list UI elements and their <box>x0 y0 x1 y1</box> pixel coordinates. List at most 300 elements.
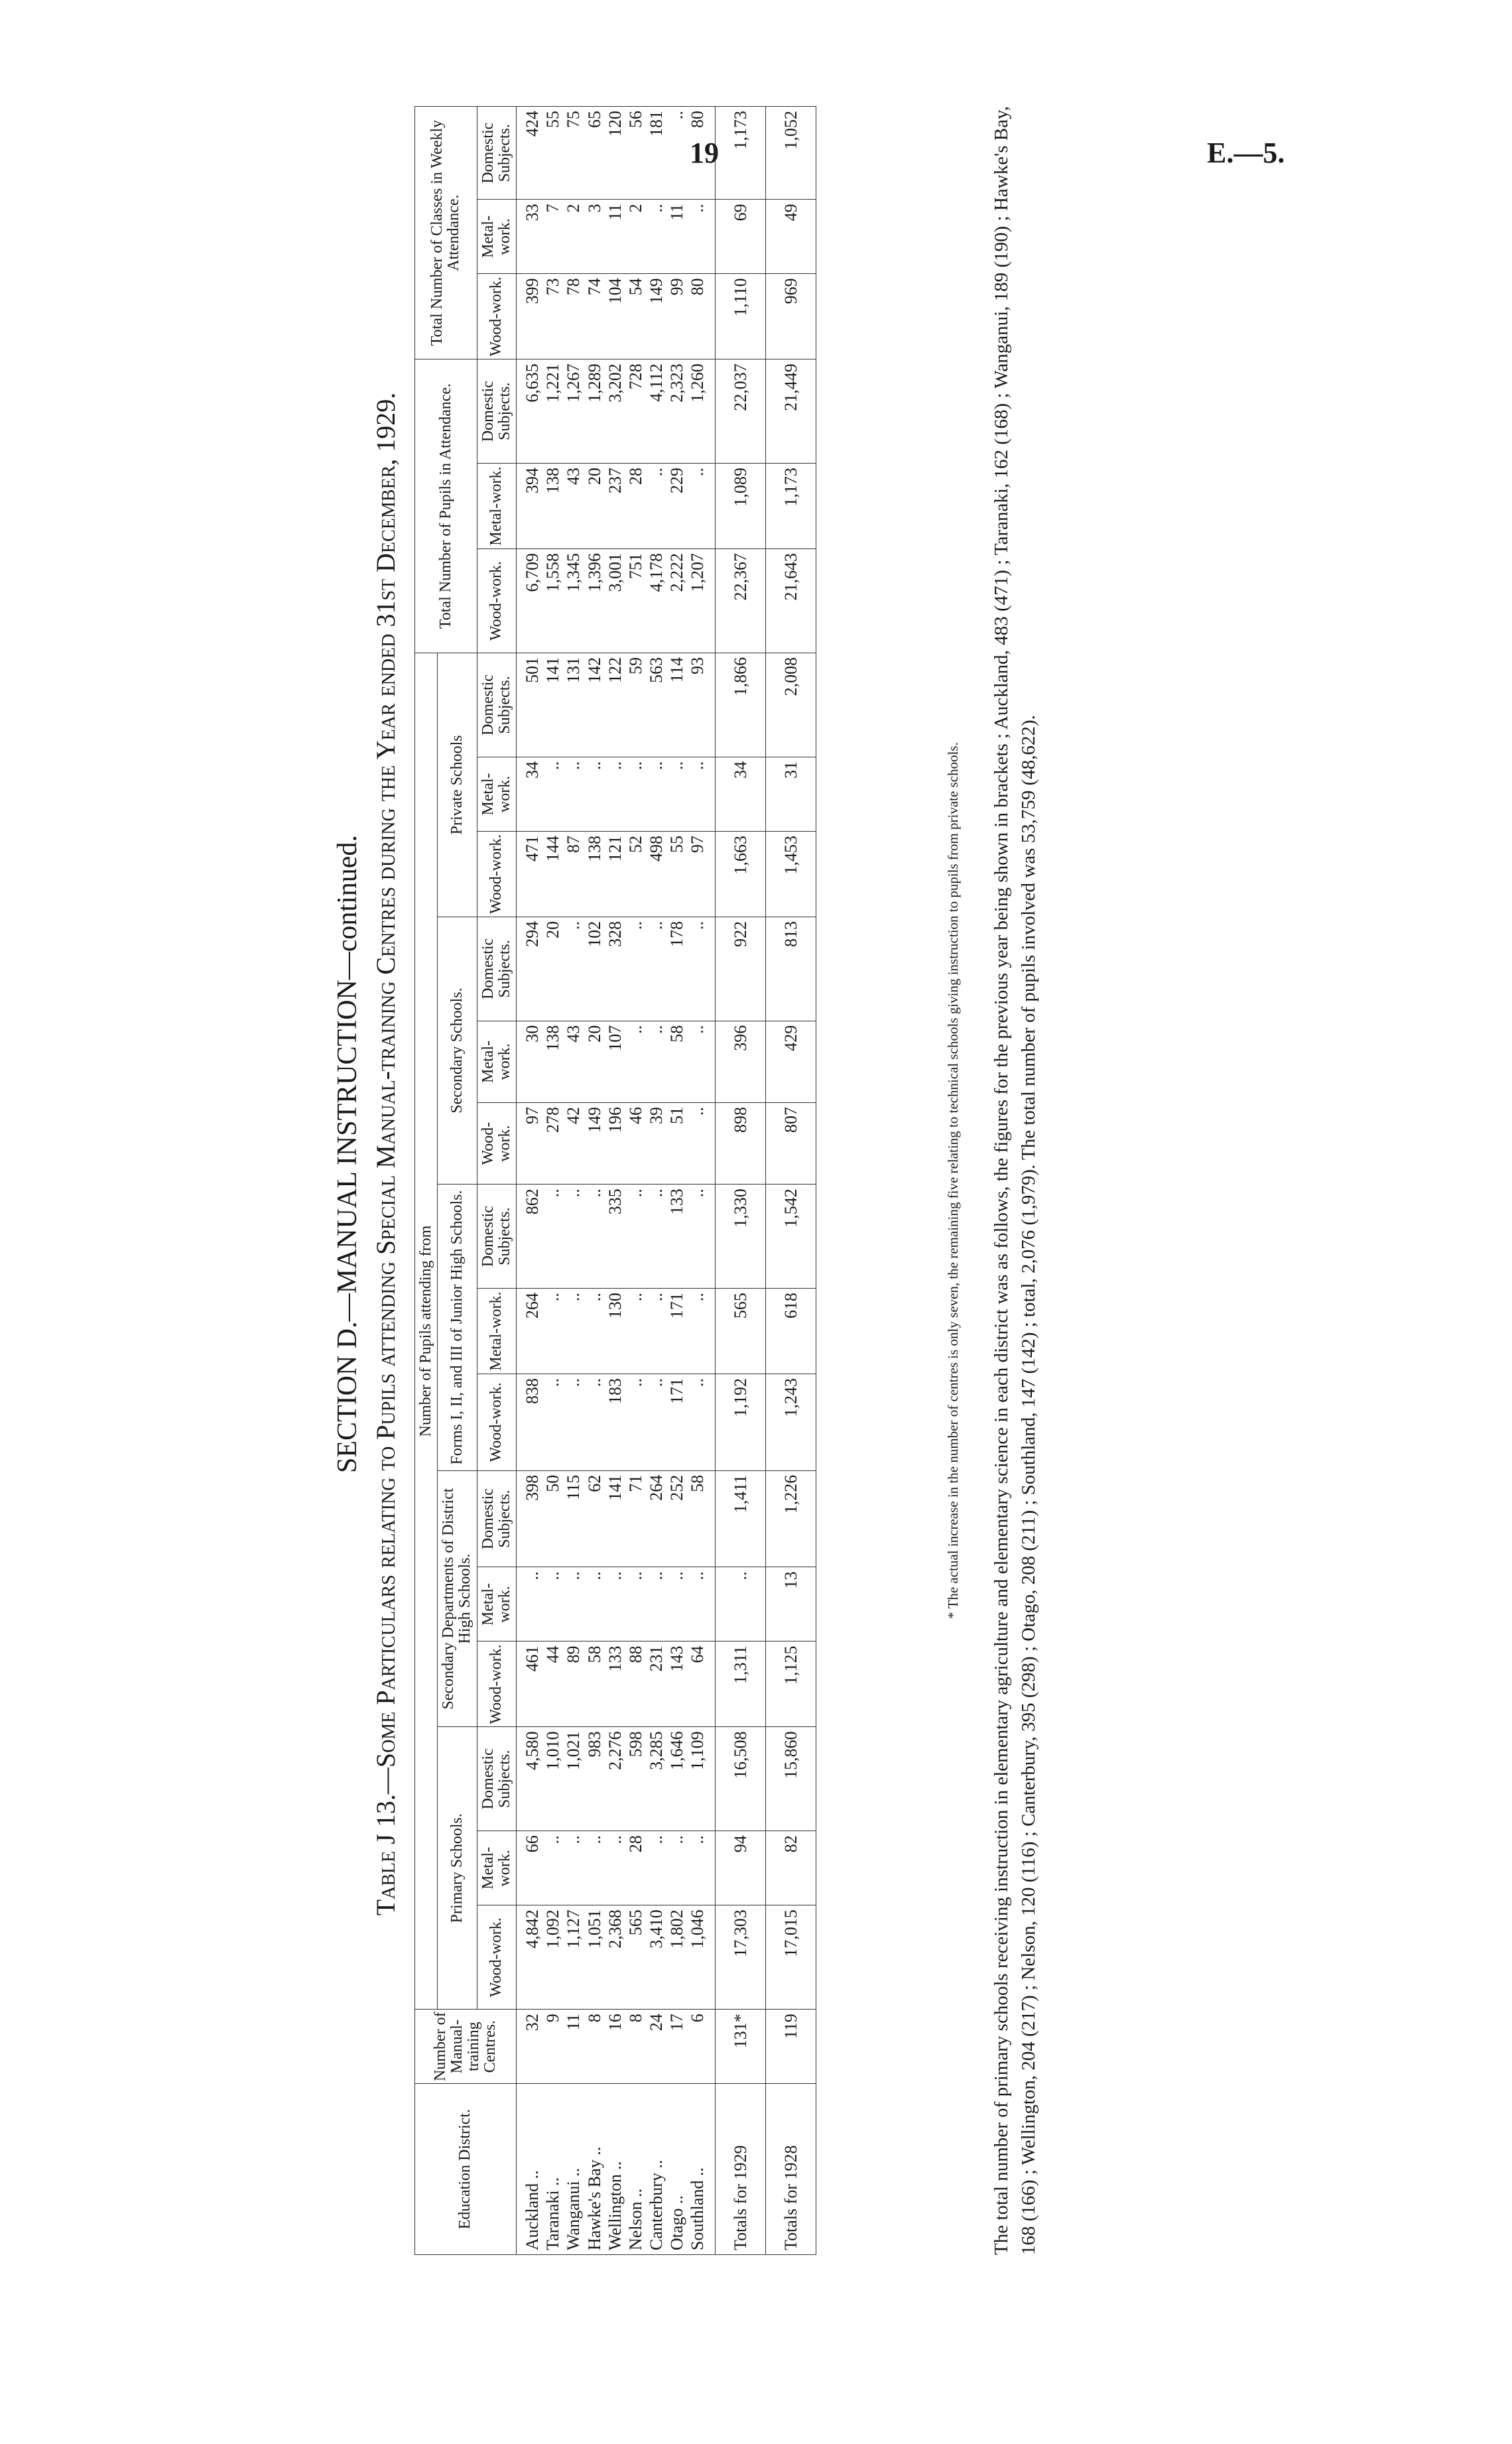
table-cell: 1,330 <box>715 1185 765 1289</box>
totals-row <box>715 107 765 2255</box>
subheader-domestic: Domestic Subjects. <box>477 653 516 757</box>
subheader-metal: Metal-work. <box>477 1289 516 1374</box>
table-cell: 424 <box>516 107 542 200</box>
table-cell: 46 <box>625 1103 646 1185</box>
table-cell: 130 <box>605 1289 625 1374</box>
table-cell: 97 <box>687 831 715 917</box>
table-cell: .. <box>646 917 666 1021</box>
table-cell: .. <box>542 1831 563 1905</box>
table-cell: 171 <box>666 1289 687 1374</box>
header-attending: Number of Pupils attending from <box>415 653 438 2009</box>
table-cell: 1,089 <box>715 464 765 549</box>
table-cell: 133 <box>605 1641 625 1727</box>
table-cell: 229 <box>666 464 687 549</box>
table-cell: .. <box>646 757 666 831</box>
table-cell: 618 <box>765 1289 816 1374</box>
table-cell: 17 <box>666 2010 687 2084</box>
subheader-metal: Metal-work. <box>477 200 516 274</box>
table-cell: 922 <box>715 917 765 1021</box>
district-name: Totals for 1929 <box>715 2084 765 2255</box>
table-row <box>666 107 687 2255</box>
table-cell: 88 <box>625 1641 646 1727</box>
table-cell: 1,052 <box>765 107 816 200</box>
table-cell: 969 <box>765 274 816 359</box>
header-total-pupils: Total Number of Pupils in Attendance. <box>415 359 477 653</box>
table-cell: 114 <box>666 653 687 757</box>
subheader-wood: Wood-work. <box>477 1905 516 2010</box>
table-cell: 89 <box>563 1641 584 1727</box>
subheader-wood: Wood-work. <box>477 274 516 359</box>
table-cell: 2,276 <box>605 1727 625 1831</box>
table-cell: 22,367 <box>715 549 765 653</box>
table-cell: .. <box>584 1374 605 1471</box>
table-cell: 131 <box>563 653 584 757</box>
subheader-metal: Metal-work. <box>477 1567 516 1641</box>
table-cell: 55 <box>542 107 563 200</box>
table-cell: 32 <box>516 2010 542 2084</box>
table-cell: 30 <box>516 1021 542 1102</box>
table-cell: .. <box>625 917 646 1021</box>
table-cell: 8 <box>625 2010 646 2084</box>
subheader-wood: Wood-work. <box>477 549 516 653</box>
table-cell: 838 <box>516 1374 542 1471</box>
table-cell: 20 <box>584 464 605 549</box>
district-name: Otago .. <box>666 2084 687 2255</box>
table-cell: 264 <box>516 1289 542 1374</box>
table-cell: 252 <box>666 1470 687 1567</box>
table-cell: 1,110 <box>715 274 765 359</box>
table-cell: 138 <box>584 831 605 917</box>
table-cell: 34 <box>516 757 542 831</box>
table-cell: .. <box>584 1185 605 1289</box>
table-cell: 16,508 <box>715 1727 765 1831</box>
district-name: Wanganui .. <box>563 2084 584 2255</box>
table-cell: 1,021 <box>563 1727 584 1831</box>
table-cell: .. <box>646 1185 666 1289</box>
table-cell: 115 <box>563 1470 584 1567</box>
table-cell: 396 <box>715 1021 765 1102</box>
district-name: Taranaki .. <box>542 2084 563 2255</box>
district-name: Southland .. <box>687 2084 715 2255</box>
table-cell: .. <box>563 1831 584 1905</box>
table-cell: .. <box>516 1567 542 1641</box>
subheader-metal: Metal-work. <box>477 1021 516 1102</box>
table-cell: 6,709 <box>516 549 542 653</box>
table-cell: .. <box>666 757 687 831</box>
table-cell: 141 <box>605 1470 625 1567</box>
table-cell: 264 <box>646 1470 666 1567</box>
table-cell: 751 <box>625 549 646 653</box>
table-cell: 1,173 <box>765 464 816 549</box>
table-cell: 278 <box>542 1103 563 1185</box>
table-cell: 13 <box>765 1567 816 1641</box>
table-cell: 1,125 <box>765 1641 816 1727</box>
table-cell: 75 <box>563 107 584 200</box>
table-cell: .. <box>687 1567 715 1641</box>
table-cell: .. <box>646 1374 666 1471</box>
district-name: Auckland .. <box>516 2084 542 2255</box>
subheader-domestic: Domestic Subjects. <box>477 1727 516 1831</box>
table-cell: 58 <box>666 1021 687 1102</box>
subheader-wood: Wood-work. <box>477 1374 516 1471</box>
table-cell: 181 <box>646 107 666 200</box>
table-cell: .. <box>605 757 625 831</box>
table-cell: 1,267 <box>563 359 584 464</box>
table-cell: 52 <box>625 831 646 917</box>
table-cell: 728 <box>625 359 646 464</box>
table-cell: 1,260 <box>687 359 715 464</box>
table-cell: 80 <box>687 107 715 200</box>
table-row <box>625 107 646 2255</box>
table-cell: 51 <box>666 1103 687 1185</box>
table-title: Table J 13.—Some Particulars relating to Pupils attending Special Manual-training Centres during the Year ended 31st December, 1929. <box>371 392 401 1916</box>
table-cell: 1,802 <box>666 1905 687 2010</box>
table-cell: .. <box>584 1567 605 1641</box>
table-cell: 34 <box>715 757 765 831</box>
document-reference: E.—5. <box>1207 137 1285 169</box>
table-cell: 171 <box>666 1374 687 1471</box>
table-cell: .. <box>563 757 584 831</box>
table-cell: 94 <box>715 1831 765 1905</box>
table-cell: .. <box>646 1831 666 1905</box>
table-cell: 2,222 <box>666 549 687 653</box>
header-secondary: Secondary Schools. <box>438 917 477 1184</box>
table-cell: .. <box>625 1567 646 1641</box>
table-cell: .. <box>687 1831 715 1905</box>
table-cell: 142 <box>584 653 605 757</box>
table-cell: 394 <box>516 464 542 549</box>
table-cell: .. <box>605 1567 625 1641</box>
table-cell: 563 <box>646 653 666 757</box>
table-cell: 66 <box>516 1831 542 1905</box>
table-cell: 501 <box>516 653 542 757</box>
table-cell: 2 <box>563 200 584 274</box>
table-cell: 56 <box>625 107 646 200</box>
table-cell: .. <box>625 1185 646 1289</box>
table-cell: .. <box>687 200 715 274</box>
subheader-metal: Metal-work. <box>477 757 516 831</box>
table-cell: 62 <box>584 1470 605 1567</box>
table-cell: .. <box>542 1289 563 1374</box>
table-cell: .. <box>563 1289 584 1374</box>
table-cell: 1,192 <box>715 1374 765 1471</box>
table-cell: 1,046 <box>687 1905 715 2010</box>
table-cell: .. <box>605 1831 625 1905</box>
table-cell: 21,449 <box>765 359 816 464</box>
table-cell: 498 <box>646 831 666 917</box>
section-title: SECTION D.—MANUAL INSTRUCTION—continued. <box>332 834 363 1474</box>
table-row <box>584 107 605 2255</box>
table-cell: 17,015 <box>765 1905 816 2010</box>
table-cell: 69 <box>715 200 765 274</box>
table-cell: 1,646 <box>666 1727 687 1831</box>
table-cell: 55 <box>666 831 687 917</box>
table-cell: .. <box>646 1567 666 1641</box>
totals-row <box>765 107 816 2255</box>
subheader-metal: Metal-work. <box>477 1831 516 1905</box>
district-name: Canterbury .. <box>646 2084 666 2255</box>
table-cell: 20 <box>542 917 563 1021</box>
table-cell: .. <box>646 464 666 549</box>
table-cell: 39 <box>646 1103 666 1185</box>
table-cell: .. <box>584 757 605 831</box>
table-cell: 80 <box>687 274 715 359</box>
table-cell: 73 <box>542 274 563 359</box>
table-cell: 3,410 <box>646 1905 666 2010</box>
table-cell: .. <box>687 1289 715 1374</box>
table-cell: 2,323 <box>666 359 687 464</box>
table-cell: 3,285 <box>646 1727 666 1831</box>
table-cell: 1,221 <box>542 359 563 464</box>
table-cell: 6,635 <box>516 359 542 464</box>
table-cell: 16 <box>605 2010 625 2084</box>
table-cell: .. <box>625 1021 646 1102</box>
subheader-domestic: Domestic Subjects. <box>477 107 516 200</box>
table-cell: .. <box>687 757 715 831</box>
table-cell: 49 <box>765 200 816 274</box>
manual-training-table <box>414 106 816 2255</box>
footnote: * The actual increase in the number of centres is only seven, the remaining five relating to technical schools giving instruction to pupils from private schools. <box>945 742 961 1619</box>
table-cell: 131* <box>715 2010 765 2084</box>
header-private: Private Schools <box>438 653 477 917</box>
subheader-domestic: Domestic Subjects. <box>477 359 516 464</box>
subheader-metal: Metal-work. <box>477 464 516 549</box>
table-cell: .. <box>542 757 563 831</box>
table-cell: .. <box>646 200 666 274</box>
table-cell: .. <box>625 1374 646 1471</box>
table-cell: 8 <box>584 2010 605 2084</box>
table-cell: 102 <box>584 917 605 1021</box>
table-row <box>646 107 666 2255</box>
table-cell: 813 <box>765 917 816 1021</box>
table-cell: .. <box>687 1374 715 1471</box>
table-cell: 54 <box>625 274 646 359</box>
table-cell: .. <box>563 1185 584 1289</box>
table-cell: 1,173 <box>715 107 765 200</box>
district-name: Nelson .. <box>625 2084 646 2255</box>
table-cell: 138 <box>542 1021 563 1102</box>
table-cell: .. <box>687 1021 715 1102</box>
table-row <box>687 107 715 2255</box>
subheader-domestic: Domestic Subjects. <box>477 1470 516 1567</box>
subheader-domestic: Domestic Subjects. <box>477 1185 516 1289</box>
table-cell: 21,643 <box>765 549 816 653</box>
table-cell: .. <box>584 1289 605 1374</box>
table-cell: 231 <box>646 1641 666 1727</box>
table-cell: 3,001 <box>605 549 625 653</box>
table-cell: 1,542 <box>765 1185 816 1289</box>
table-cell: 141 <box>542 653 563 757</box>
table-cell: 807 <box>765 1103 816 1185</box>
table-cell: 59 <box>625 653 646 757</box>
table-cell: 97 <box>516 1103 542 1185</box>
table-cell: 1,109 <box>687 1727 715 1831</box>
table-cell: 149 <box>646 274 666 359</box>
header-total-classes: Total Number of Classes in Weekly Attendance. <box>415 107 477 359</box>
table-cell: 1,558 <box>542 549 563 653</box>
table-row <box>563 107 584 2255</box>
table-cell: 122 <box>605 653 625 757</box>
table-cell: 1,226 <box>765 1470 816 1567</box>
table-cell: 294 <box>516 917 542 1021</box>
table-cell: 1,345 <box>563 549 584 653</box>
table-cell: 58 <box>687 1470 715 1567</box>
district-name: Hawke's Bay .. <box>584 2084 605 2255</box>
subheader-wood: Wood-work. <box>477 1103 516 1185</box>
table-cell: 565 <box>625 1905 646 2010</box>
table-cell: 11 <box>605 200 625 274</box>
table-cell: 461 <box>516 1641 542 1727</box>
header-secondary-dept: Secondary Departments of District High Schools. <box>438 1470 477 1727</box>
table-cell: 1,207 <box>687 549 715 653</box>
table-cell: 1,289 <box>584 359 605 464</box>
table-cell: .. <box>666 1567 687 1641</box>
table-cell: 71 <box>625 1470 646 1567</box>
table-cell: 1,866 <box>715 653 765 757</box>
table-cell: 28 <box>625 464 646 549</box>
table-cell: 144 <box>542 831 563 917</box>
table-cell: 1,311 <box>715 1641 765 1727</box>
table-cell: 2,008 <box>765 653 816 757</box>
table-cell: 983 <box>584 1727 605 1831</box>
table-cell: .. <box>542 1567 563 1641</box>
table-cell: 1,010 <box>542 1727 563 1831</box>
table-cell: .. <box>563 1567 584 1641</box>
table-cell: 143 <box>666 1641 687 1727</box>
table-cell: 74 <box>584 274 605 359</box>
table-cell: 7 <box>542 200 563 274</box>
subheader-wood: Wood-work. <box>477 1641 516 1727</box>
table-cell: .. <box>687 1185 715 1289</box>
table-cell: 335 <box>605 1185 625 1289</box>
table-cell: 43 <box>563 1021 584 1102</box>
table-cell: 87 <box>563 831 584 917</box>
table-cell: .. <box>563 917 584 1021</box>
table-cell: 429 <box>765 1021 816 1102</box>
table-cell: .. <box>715 1567 765 1641</box>
table-cell: 898 <box>715 1103 765 1185</box>
table-cell: 1,411 <box>715 1470 765 1567</box>
header-primary: Primary Schools. <box>438 1727 477 2010</box>
table-cell: 15,860 <box>765 1727 816 1831</box>
table-row <box>516 107 542 2255</box>
table-cell: 120 <box>605 107 625 200</box>
district-name: Wellington .. <box>605 2084 625 2255</box>
header-district: Education District. <box>415 2084 517 2255</box>
table-cell: .. <box>625 757 646 831</box>
table-cell: .. <box>646 1021 666 1102</box>
table-cell: 121 <box>605 831 625 917</box>
table-cell: 64 <box>687 1641 715 1727</box>
table-cell: 328 <box>605 917 625 1021</box>
table-cell: 178 <box>666 917 687 1021</box>
header-forms: Forms I, II, and III of Junior High Schools. <box>438 1185 477 1470</box>
table-cell: 119 <box>765 2010 816 2084</box>
table-cell: 138 <box>542 464 563 549</box>
table-cell: 2 <box>625 200 646 274</box>
rotated-content <box>332 27 1512 2282</box>
table-cell: 24 <box>646 2010 666 2084</box>
table-cell: 6 <box>687 2010 715 2084</box>
table-cell: 65 <box>584 107 605 200</box>
table-cell: 33 <box>516 200 542 274</box>
table-cell: 1,396 <box>584 549 605 653</box>
table-cell: 78 <box>563 274 584 359</box>
table-cell: 133 <box>666 1185 687 1289</box>
table-cell: 4,178 <box>646 549 666 653</box>
table-cell: 1,453 <box>765 831 816 917</box>
header-centres: Number of Manual-training Centres. <box>415 2010 517 2084</box>
table-cell: 107 <box>605 1021 625 1102</box>
table-cell: .. <box>646 1289 666 1374</box>
agriculture-paragraph: The total number of primary schools receiving instruction in elementary agriculture and elementary science in each district was as follows, the figures for the previous year being shown in brackets ; Auckland, 483 (471) ; Taranaki, 162 (168) ; Wanganui, 189 (190) ; Hawke's Bay, 168 (166) ; Wellington, 204 (217) ; Nelson, 120 (116) ; Canterbury, 395 (298) ; Otago, 208 (211) ; Southland, 147 (142) ; total, 2,076 (1,979). The total number of pupils involved was 53,759 (48,622). <box>991 106 1039 2255</box>
table-cell: 93 <box>687 653 715 757</box>
table-row <box>542 107 563 2255</box>
table-cell: 11 <box>563 2010 584 2084</box>
table-cell: 183 <box>605 1374 625 1471</box>
table-cell: .. <box>666 1831 687 1905</box>
table-cell: 50 <box>542 1470 563 1567</box>
table-cell: .. <box>542 1374 563 1471</box>
table-cell: 1,051 <box>584 1905 605 2010</box>
table-cell: 1,243 <box>765 1374 816 1471</box>
subheader-wood: Wood-work. <box>477 831 516 917</box>
table-cell: 471 <box>516 831 542 917</box>
table-cell: 20 <box>584 1021 605 1102</box>
table-cell: .. <box>584 1831 605 1905</box>
table-cell: 862 <box>516 1185 542 1289</box>
table-cell: 58 <box>584 1641 605 1727</box>
table-cell: .. <box>625 1289 646 1374</box>
table-cell: 565 <box>715 1289 765 1374</box>
table-cell: 399 <box>516 274 542 359</box>
table-cell: 4,112 <box>646 359 666 464</box>
table-cell: 237 <box>605 464 625 549</box>
table-cell: 4,580 <box>516 1727 542 1831</box>
table-cell: 82 <box>765 1831 816 1905</box>
table-cell: 43 <box>563 464 584 549</box>
table-cell: 99 <box>666 274 687 359</box>
table-row <box>605 107 625 2255</box>
table-cell: .. <box>687 464 715 549</box>
table-cell: 22,037 <box>715 359 765 464</box>
table-cell: 4,842 <box>516 1905 542 2010</box>
table-cell: 11 <box>666 200 687 274</box>
table-cell: 9 <box>542 2010 563 2084</box>
table-cell: 1,092 <box>542 1905 563 2010</box>
table-cell: .. <box>666 107 687 200</box>
table-cell: 104 <box>605 274 625 359</box>
table-cell: 398 <box>516 1470 542 1567</box>
table-cell: 44 <box>542 1641 563 1727</box>
table-cell: 1,127 <box>563 1905 584 2010</box>
table-cell: 42 <box>563 1103 584 1185</box>
table-cell: 28 <box>625 1831 646 1905</box>
table-cell: .. <box>542 1185 563 1289</box>
district-name: Totals for 1928 <box>765 2084 816 2255</box>
table-cell: 17,303 <box>715 1905 765 2010</box>
table-cell: 196 <box>605 1103 625 1185</box>
table-cell: 3 <box>584 200 605 274</box>
table-cell: .. <box>687 1103 715 1185</box>
table-cell: 598 <box>625 1727 646 1831</box>
table-cell: .. <box>563 1374 584 1471</box>
table-cell: 3,202 <box>605 359 625 464</box>
table-cell: 149 <box>584 1103 605 1185</box>
page-number: 19 <box>690 137 719 169</box>
table-cell: 31 <box>765 757 816 831</box>
subheader-domestic: Domestic Subjects. <box>477 917 516 1021</box>
